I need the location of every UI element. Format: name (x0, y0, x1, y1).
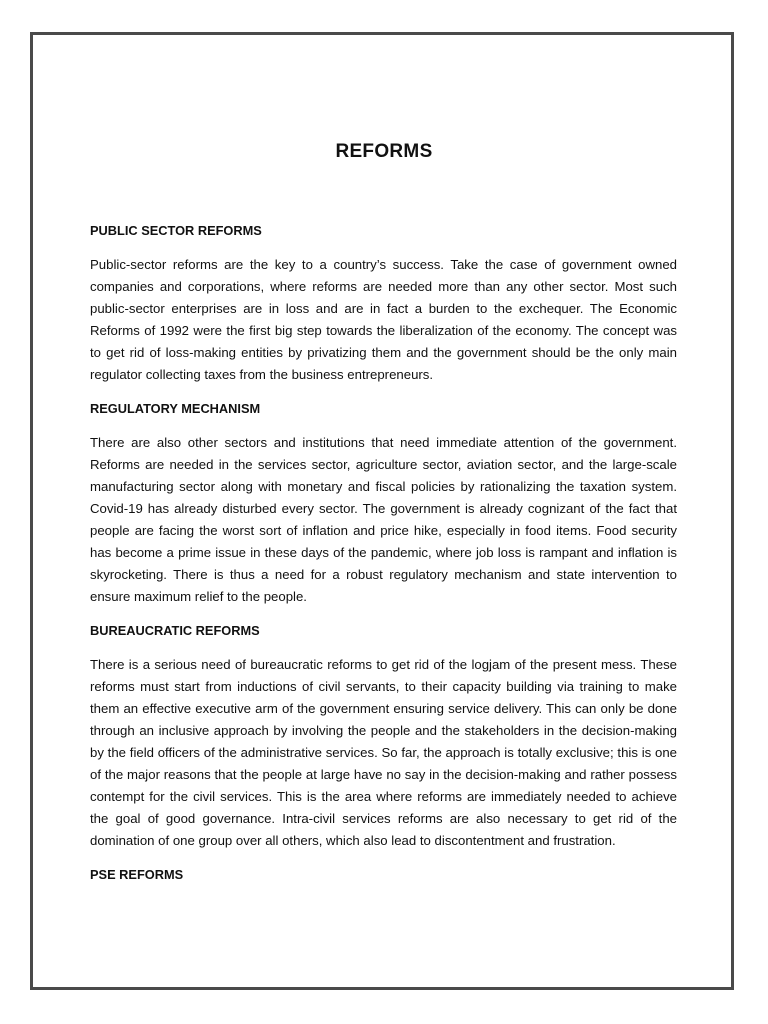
section-public-sector-reforms (90, 220, 677, 386)
section-paragraph: Public-sector reforms are the key to a country’s success. Take the case of government owned companies and corporations, where reforms are needed more than any other sector. Most such public-sector enterprises are in loss and are in fact a burden to the exchequer. The Economic Reforms of 1992 were the first big step towards the liberalization of the economy. The concept was to get rid of loss-making entities by privatizing them and the government should be the only main regulator collecting taxes from the business entrepreneurs. (90, 257, 677, 382)
section-heading: PSE REFORMS (90, 867, 184, 882)
section-bureaucratic-reforms (90, 620, 677, 852)
section-regulatory-mechanism (90, 398, 677, 608)
document-body (90, 220, 677, 898)
section-paragraph: There are also other sectors and institutions that need immediate attention of the government. Reforms are needed in the services sector, agriculture sector, aviation sector, and the large-scale manufacturing sector along with monetary and fiscal policies by rationalizing the taxation system. Covid-19 has already disturbed every sector. The government is already cognizant of the fact that people are facing the worst sort of inflation and price hike, especially in food items. Food security has become a prime issue in these days of the pandemic, where job loss is rampant and inflation is skyrocketing. There is thus a need for a robust regulatory mechanism and state intervention to ensure maximum relief to the people. (90, 435, 677, 604)
page-title: REFORMS (335, 141, 433, 162)
section-heading: REGULATORY MECHANISM (90, 401, 261, 416)
section-heading: BUREAUCRATIC REFORMS (90, 623, 260, 638)
section-paragraph: There is a serious need of bureaucratic reforms to get rid of the logjam of the present mess. These reforms must start from inductions of civil servants, to their capacity building via training to make them an effective executive arm of the government ensuring service delivery. This can only be done through an inclusive approach by involving the people and the stakeholders in the decision-making by the field officers of the administrative services. So far, the approach is totally exclusive; this is one of the major reasons that the people at large have no say in the decision-making and rather possess contempt for the civil services. This is the area where reforms are immediately needed to achieve the goal of good governance. Intra-civil services reforms are also necessary to get rid of the domination of one group over all others, which also lead to discontentment and frustration. (90, 657, 677, 848)
section-pse-reforms (90, 864, 677, 886)
section-heading: PUBLIC SECTOR REFORMS (90, 223, 262, 238)
